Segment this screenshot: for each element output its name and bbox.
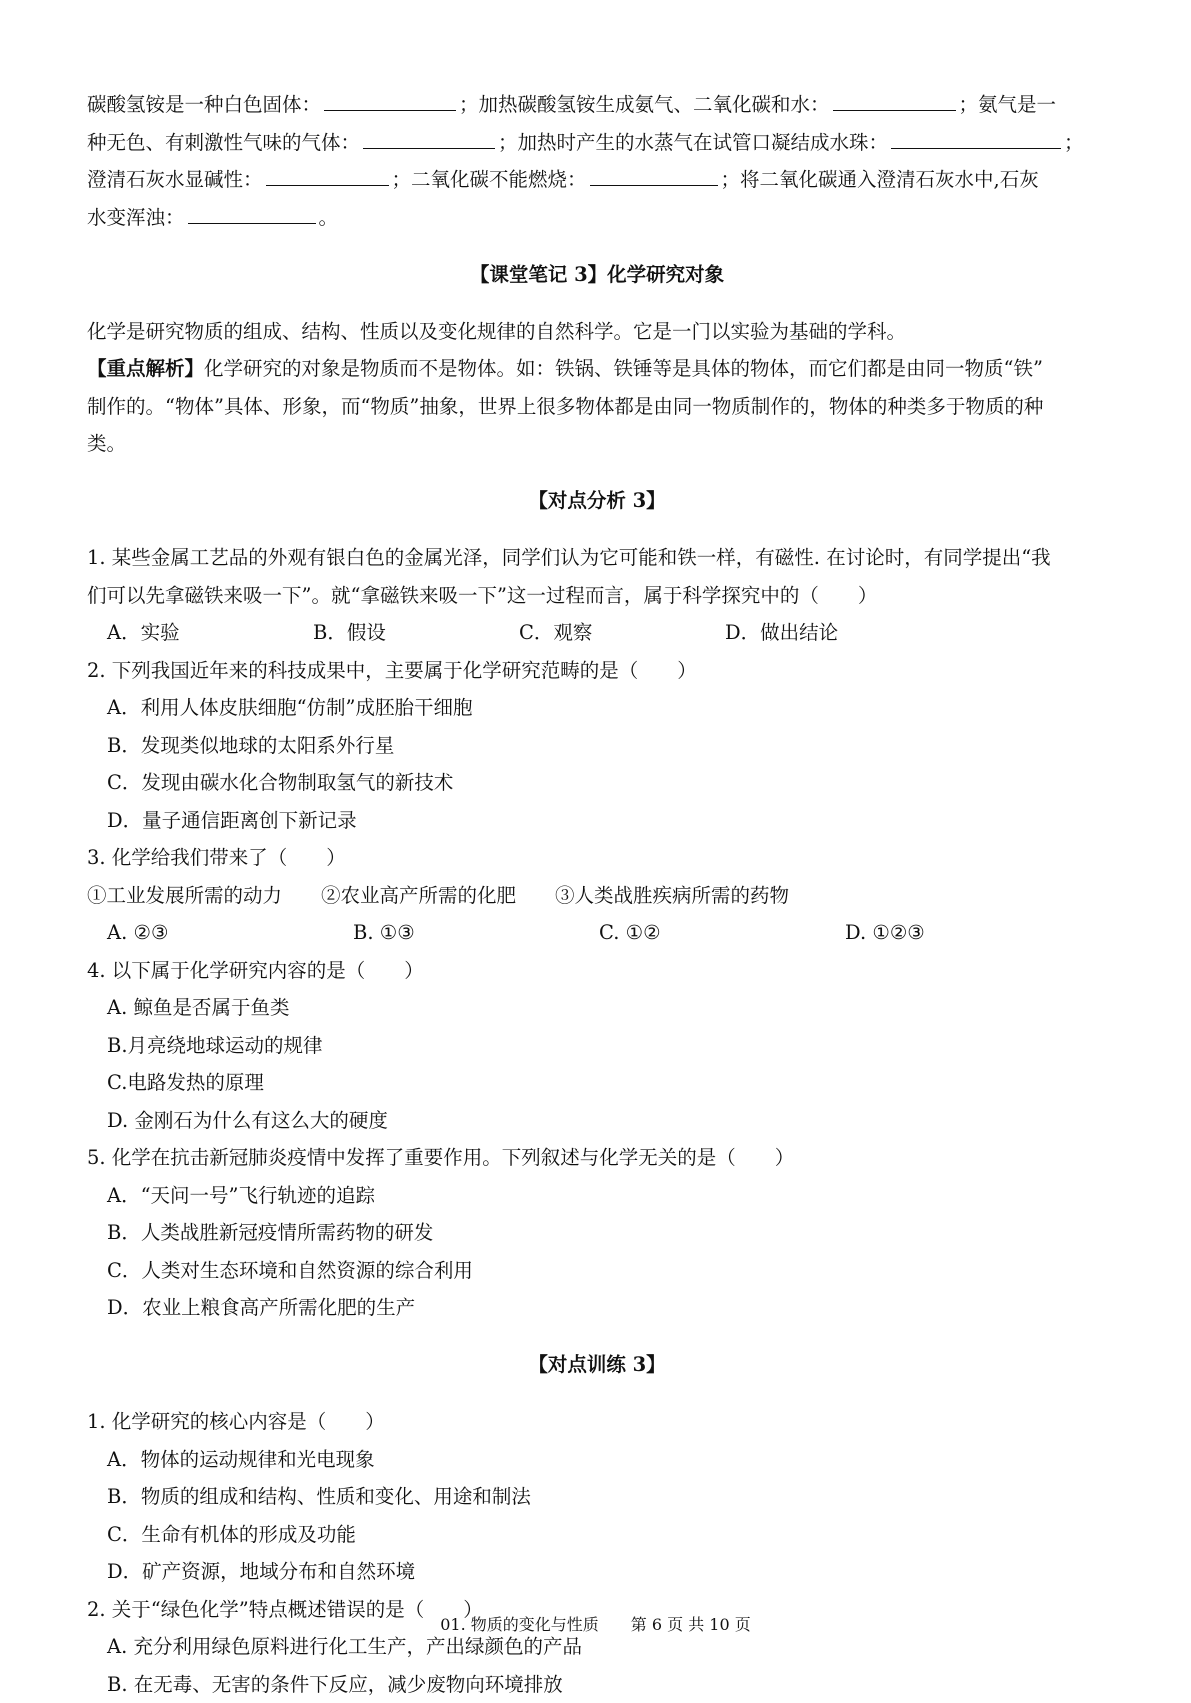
page-footer: 01. 物质的变化与性质 第 6 页 共 10 页 bbox=[0, 1612, 1191, 1635]
option-d[interactable]: D．量子通信距离创下新记录 bbox=[87, 802, 1107, 840]
answer-blank[interactable] bbox=[363, 124, 495, 149]
option-row bbox=[87, 914, 1107, 952]
key-analysis-label: 【重点解析】 bbox=[87, 357, 204, 380]
key-analysis-text: 化学研究的对象是物质而不是物体。如：铁锅、铁锤等是具体的物体，而它们都是由同一物质“铁” bbox=[204, 357, 1043, 380]
option-b[interactable]: B. 在无毒、无害的条件下反应，减少废物向环境排放 bbox=[87, 1666, 1107, 1703]
option-d[interactable]: D．做出结论 bbox=[725, 614, 838, 652]
key-analysis-line-2: 制作的。“物体”具体、形象，而“物质”抽象，世界上很多物体都是由同一物质制作的，物体的种类多于物质的种 bbox=[87, 388, 1107, 426]
intro-text: ；二氧化碳不能燃烧： bbox=[392, 168, 587, 191]
answer-blank[interactable] bbox=[590, 161, 718, 186]
option-c[interactable]: C．人类对生态环境和自然资源的综合利用 bbox=[87, 1252, 1107, 1290]
intro-line-2 bbox=[87, 124, 1107, 162]
question-stem: 们可以先拿磁铁来吸一下”。就“拿磁铁来吸一下”这一过程而言，属于科学探究中的（ ） bbox=[87, 577, 1107, 615]
answer-blank[interactable] bbox=[324, 86, 456, 111]
answer-blank[interactable] bbox=[188, 199, 316, 224]
question-stem: 4. 以下属于化学研究内容的是（ ） bbox=[87, 952, 1107, 990]
option-b[interactable]: B．假设 bbox=[313, 614, 519, 652]
option-c[interactable]: C.电路发热的原理 bbox=[87, 1064, 1107, 1102]
key-analysis-line-3: 类。 bbox=[87, 425, 1107, 463]
intro-text: ；将二氧化碳通入澄清石灰水中,石灰 bbox=[721, 168, 1039, 191]
option-a[interactable]: A．物体的运动规律和光电现象 bbox=[87, 1441, 1107, 1479]
intro-line-1 bbox=[87, 86, 1107, 124]
intro-text: 碳酸氢铵是一种白色固体： bbox=[87, 93, 321, 116]
question-stem: 1. 化学研究的核心内容是（ ） bbox=[87, 1403, 1107, 1441]
question-items: ①工业发展所需的动力 ②农业高产所需的化肥 ③人类战胜疾病所需的药物 bbox=[87, 877, 1107, 915]
option-d[interactable]: D. ①②③ bbox=[845, 914, 925, 952]
intro-text: ；加热时产生的水蒸气在试管口凝结成水珠： bbox=[498, 131, 888, 154]
option-row bbox=[87, 614, 1107, 652]
option-c[interactable]: C．观察 bbox=[519, 614, 725, 652]
question-stem: 3. 化学给我们带来了（ ） bbox=[87, 839, 1107, 877]
section-heading-training3: 【对点训练 3】 bbox=[87, 1346, 1107, 1384]
intro-text: 水变浑浊： bbox=[87, 206, 185, 229]
option-b[interactable]: B.月亮绕地球运动的规律 bbox=[87, 1027, 1107, 1065]
question-stem: 5. 化学在抗击新冠肺炎疫情中发挥了重要作用。下列叙述与化学无关的是（ ） bbox=[87, 1139, 1107, 1177]
note3-paragraph: 化学是研究物质的组成、结构、性质以及变化规律的自然科学。它是一门以实验为基础的学科。 bbox=[87, 313, 1107, 351]
intro-text: ；加热碳酸氢铵生成氨气、二氧化碳和水： bbox=[459, 93, 830, 116]
option-a[interactable]: A．实验 bbox=[107, 614, 313, 652]
intro-line-4 bbox=[87, 199, 1107, 237]
option-a[interactable]: A. 鲸鱼是否属于鱼类 bbox=[87, 989, 1107, 1027]
intro-text: ；氨气是一 bbox=[959, 93, 1057, 116]
question-stem: 2. 下列我国近年来的科技成果中，主要属于化学研究范畴的是（ ） bbox=[87, 652, 1107, 690]
option-d[interactable]: D．矿产资源，地域分布和自然环境 bbox=[87, 1553, 1107, 1591]
question-stem: 2. 关于“绿色化学”特点概述错误的是（ ） bbox=[87, 1591, 1107, 1629]
option-c[interactable]: C. ①② bbox=[599, 914, 845, 952]
option-b[interactable]: B. ①③ bbox=[353, 914, 599, 952]
option-b[interactable]: B．发现类似地球的太阳系外行星 bbox=[87, 727, 1107, 765]
option-a[interactable]: A. 充分利用绿色原料进行化工生产，产出绿颜色的产品 bbox=[87, 1628, 1107, 1666]
question-stem: 1. 某些金属工艺品的外观有银白色的金属光泽，同学们认为它可能和铁一样，有磁性. 在讨论时，有同学提出“我 bbox=[87, 539, 1107, 577]
key-analysis-line-1 bbox=[87, 350, 1107, 388]
answer-blank[interactable] bbox=[891, 124, 1061, 149]
intro-text: ； bbox=[1064, 131, 1084, 154]
option-b[interactable]: B．物质的组成和结构、性质和变化、用途和制法 bbox=[87, 1478, 1107, 1516]
section-heading-analysis3: 【对点分析 3】 bbox=[87, 482, 1107, 520]
option-c[interactable]: C．发现由碳水化合物制取氢气的新技术 bbox=[87, 764, 1107, 802]
intro-text: 澄清石灰水显碱性： bbox=[87, 168, 263, 191]
intro-text: 。 bbox=[319, 206, 339, 229]
answer-blank[interactable] bbox=[266, 161, 389, 186]
intro-text: 种无色、有刺激性气味的气体： bbox=[87, 131, 360, 154]
answer-blank[interactable] bbox=[833, 86, 956, 111]
intro-line-3 bbox=[87, 161, 1107, 199]
document-page bbox=[87, 86, 1107, 1703]
option-d[interactable]: D．农业上粮食高产所需化肥的生产 bbox=[87, 1289, 1107, 1327]
option-b[interactable]: B．人类战胜新冠疫情所需药物的研发 bbox=[87, 1214, 1107, 1252]
option-a[interactable]: A．“天问一号”飞行轨迹的追踪 bbox=[87, 1177, 1107, 1215]
option-d[interactable]: D. 金刚石为什么有这么大的硬度 bbox=[87, 1102, 1107, 1140]
option-c[interactable]: C．生命有机体的形成及功能 bbox=[87, 1516, 1107, 1554]
option-a[interactable]: A. ②③ bbox=[107, 914, 353, 952]
option-a[interactable]: A．利用人体皮肤细胞“仿制”成胚胎干细胞 bbox=[87, 689, 1107, 727]
section-heading-note3: 【课堂笔记 3】化学研究对象 bbox=[87, 256, 1107, 294]
